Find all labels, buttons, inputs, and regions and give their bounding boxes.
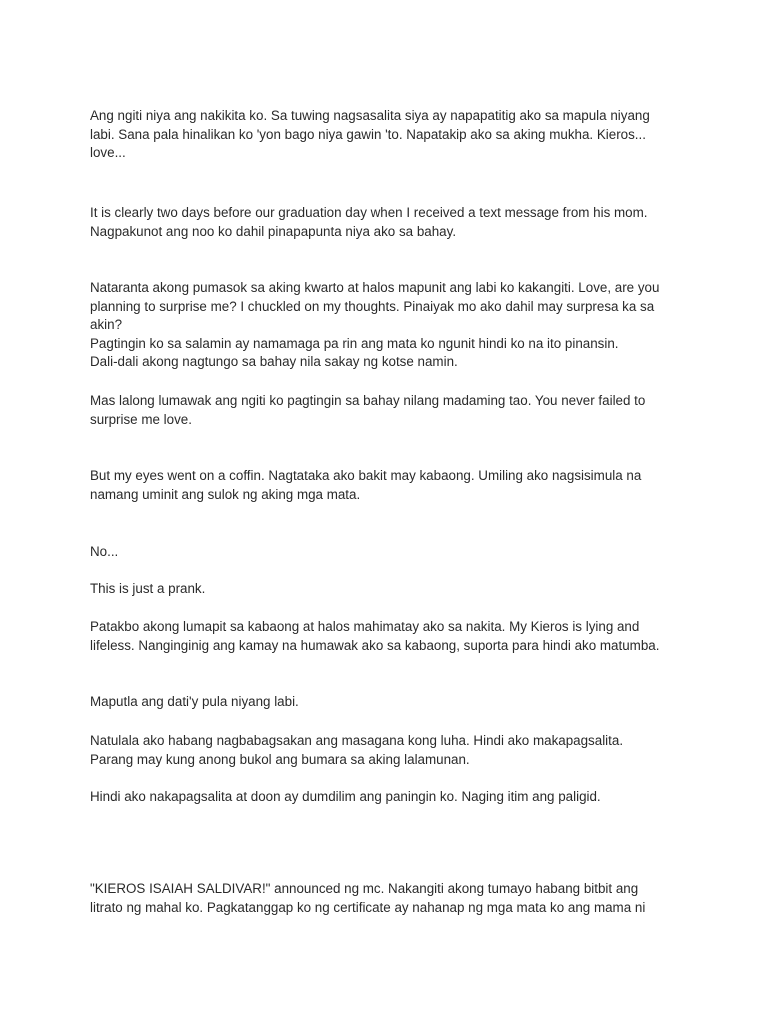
text-line: love... — [90, 145, 126, 160]
paragraph — [90, 880, 690, 917]
text-line: akin? — [90, 317, 123, 332]
text-line: litrato ng mahal ko. Pagkatanggap ko ng certificate ay nahanap ng mga mata ko ang mama ni — [90, 899, 646, 915]
text-line: Ang ngiti niya ang nakikita ko. Sa tuwing nagsasalita siya ay napapatitig ako sa mapula niyang — [90, 108, 650, 123]
text-line: namang uminit ang sulok ng aking mga mata. — [90, 486, 361, 502]
text-line: But my eyes went on a coffin. Nagtataka ako bakit may kabaong. Umiling ako nagsisimula na — [90, 468, 642, 483]
paragraph — [90, 107, 690, 163]
text-line: No... — [90, 544, 119, 559]
paragraph — [90, 788, 690, 807]
text-line: Hindi ako nakapagsalita at doon ay dumdilim ang paningin ko. Naging itim ang paligid. — [90, 789, 601, 804]
paragraph — [90, 392, 690, 429]
text-line: This is just a prank. — [90, 581, 206, 596]
text-line: Natulala ako habang nagbabagsakan ang masagana kong luha. Hindi ako makapagsalita. — [90, 733, 624, 748]
text-line: Mas lalong lumawak ang ngiti ko pagtingin sa bahay nilang madaming tao. You never failed to — [90, 393, 646, 408]
text-line: It is clearly two days before our graduation day when I received a text message from his mom. — [90, 205, 648, 220]
text-line: Nagpakunot ang noo ko dahil pinapapunta niya ako sa bahay. — [90, 223, 457, 239]
paragraph — [90, 543, 690, 562]
paragraph — [90, 279, 690, 372]
text-line: Nataranta akong pumasok sa aking kwarto at halos mapunit ang labi ko kakangiti. Love, are you — [90, 280, 660, 295]
paragraph — [90, 693, 690, 712]
text-line: Pagtingin ko sa salamin ay namamaga pa rin ang mata ko ngunit hindi ko na ito pinansin. — [90, 335, 619, 351]
text-line: Maputla ang dati'y pula niyang labi. — [90, 694, 299, 709]
text-line: planning to surprise me? I chuckled on my thoughts. Pinaiyak mo ako dahil may surpresa ka sa — [90, 298, 655, 314]
text-line: Parang may kung anong bukol ang bumara sa aking lalamunan. — [90, 751, 470, 767]
paragraph — [90, 204, 690, 241]
text-line: Dali-dali akong nagtungo sa bahay nila sakay ng kotse namin. — [90, 354, 458, 369]
paragraph — [90, 467, 690, 504]
paragraph — [90, 580, 690, 599]
paragraph — [90, 618, 690, 655]
text-line: lifeless. Nanginginig ang kamay na humawak ako sa kabaong, suporta para hindi ako matumba. — [90, 637, 660, 653]
text-line: "KIEROS ISAIAH SALDIVAR!" announced ng mc. Nakangiti akong tumayo habang bitbit ang — [90, 881, 639, 896]
text-line: Patakbo akong lumapit sa kabaong at halos mahimatay ako sa nakita. My Kieros is lying and — [90, 619, 640, 634]
text-line: labi. Sana pala hinalikan ko 'yon bago niya gawin 'to. Napatakip ako sa aking mukha. Kieros... — [90, 126, 646, 142]
text-line: surprise me love. — [90, 411, 192, 427]
paragraph — [90, 732, 690, 769]
